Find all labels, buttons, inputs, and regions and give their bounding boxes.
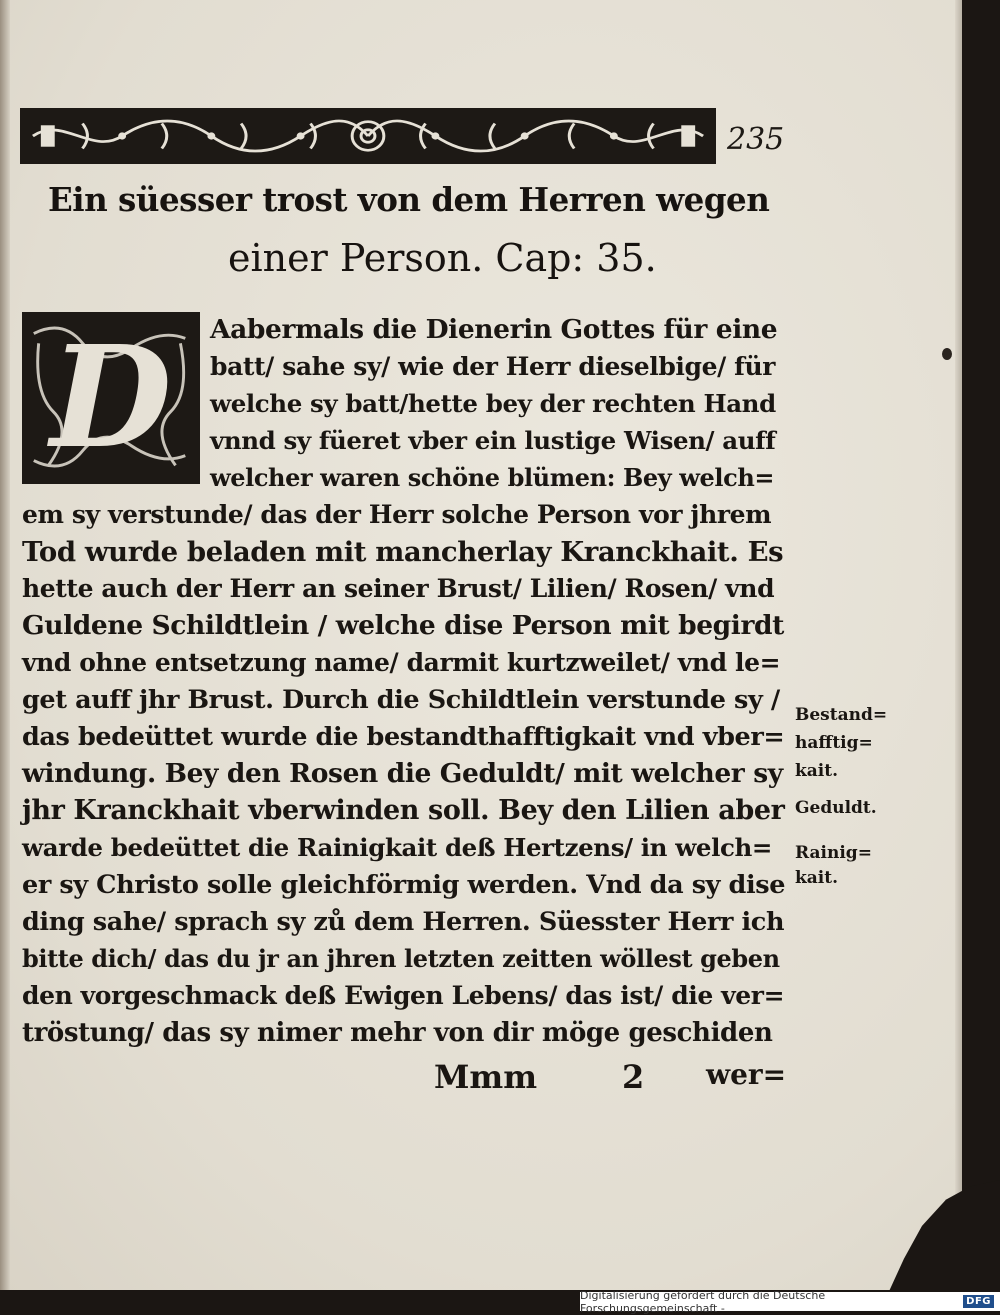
text-line-17: ding sahe/ sprach sy zů dem Herren. Süesster Herr ich bbox=[22, 907, 785, 937]
text-line-9: Guldene Schildtlein / welche dise Person mit begirdt bbox=[22, 610, 784, 641]
chapter-title: Ein süesser trost von dem Herren wegen bbox=[48, 180, 770, 219]
margin-note-1: Bestand= bbox=[795, 705, 888, 725]
text-line-18: bitte dich/ das du jr an jhren letzten zeitten wöllest geben bbox=[22, 944, 780, 973]
text-line-20: tröstung/ das sy nimer mehr von dir möge geschiden bbox=[22, 1018, 773, 1048]
text-line-7: Tod wurde beladen mit mancherlay Kranckhait. Es bbox=[22, 536, 784, 568]
signature-number: 2 bbox=[622, 1058, 645, 1096]
text-line-6: em sy verstunde/ das der Herr solche Person vor jhrem bbox=[22, 500, 772, 529]
dfg-logo: DFG bbox=[963, 1295, 994, 1308]
ink-spot bbox=[942, 348, 952, 360]
catchword: wer= bbox=[706, 1058, 787, 1091]
text-line-16: er sy Christo solle gleichförmig werden. Vnd da sy dise bbox=[22, 870, 786, 900]
ornament-vine-icon bbox=[23, 111, 713, 161]
text-line-1: Aabermals die Dienerin Gottes für eine bbox=[210, 314, 778, 345]
margin-note-6: kait. bbox=[795, 868, 839, 888]
page-edge bbox=[955, 0, 962, 1290]
margin-note-3: kait. bbox=[795, 761, 839, 781]
text-line-11: get auff jhr Brust. Durch die Schildtlein verstunde sy / bbox=[22, 685, 780, 715]
text-line-8: hette auch der Herr an seiner Brust/ Lilien/ Rosen/ vnd bbox=[22, 574, 775, 603]
text-line-5: welcher waren schöne blümen: Bey welch= bbox=[210, 463, 775, 492]
margin-note-5: Rainig= bbox=[795, 843, 872, 863]
footer-credit bbox=[580, 1288, 1000, 1315]
page-number: 235 bbox=[727, 122, 785, 157]
text-line-4: vnnd sy füeret vber ein lustige Wisen/ auff bbox=[210, 426, 776, 455]
text-line-10: vnd ohne entsetzung name/ darmit kurtzweilet/ vnd le= bbox=[22, 648, 781, 677]
signature-mark: Mmm bbox=[434, 1058, 538, 1096]
initial-letter: D bbox=[50, 316, 172, 480]
chapter-subtitle: einer Person. Cap: 35. bbox=[228, 236, 657, 280]
margin-note-4: Geduldt. bbox=[795, 798, 877, 818]
margin-note-2: hafftig= bbox=[795, 733, 873, 753]
footer-text: Digitalisierung gefördert durch die Deutsche Forschungsgemeinschaft - bbox=[580, 1288, 826, 1315]
text-line-15: warde bedeüttet die Rainigkait deß Hertzens/ in welch= bbox=[22, 833, 773, 862]
text-line-13: windung. Bey den Rosen die Geduldt/ mit welcher sy bbox=[22, 758, 783, 789]
page-spine bbox=[0, 0, 10, 1290]
header-ornament bbox=[20, 108, 716, 164]
decorated-initial bbox=[22, 312, 200, 484]
text-line-2: batt/ sahe sy/ wie der Herr dieselbige/ für bbox=[210, 352, 776, 381]
text-line-19: den vorgeschmack deß Ewigen Lebens/ das ist/ die ver= bbox=[22, 981, 785, 1010]
text-line-14: jhr Kranckhait vberwinden soll. Bey den Lilien aber bbox=[22, 795, 785, 826]
text-line-12: das bedeüttet wurde die bestandthafftigkait vnd vber= bbox=[22, 722, 785, 752]
text-line-3: welche sy batt/hette bey der rechten Hand bbox=[210, 389, 776, 418]
